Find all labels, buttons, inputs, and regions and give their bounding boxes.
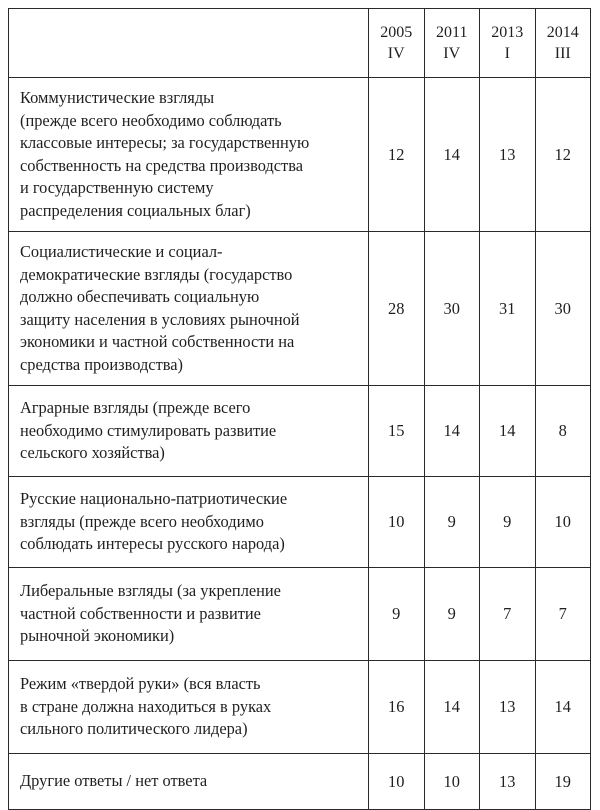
header-period-2011-iv <box>424 9 480 78</box>
row-label-line: сильного политического лидера) <box>20 719 248 739</box>
row-label-line: классовые интересы; за государственную <box>20 133 310 152</box>
row-label-line: средства производства) <box>20 354 183 374</box>
value-cell: 13 <box>480 754 536 810</box>
row-label-line: Другие ответы / нет ответа <box>20 771 208 791</box>
row-label-line: собственность на средства производства <box>20 155 304 175</box>
row-label-line: частной собственности и развитие <box>20 603 261 623</box>
table-row <box>9 78 591 232</box>
row-label-line: Социалистические и социал- <box>20 242 223 261</box>
row-label-line: Либеральные взгляды (за укрепление <box>20 581 281 601</box>
period-quarter: IV <box>387 45 405 62</box>
value-cell: 12 <box>369 78 425 232</box>
value-cell: 12 <box>535 78 591 232</box>
value-cell: 30 <box>424 232 480 386</box>
value-cell: 10 <box>369 754 425 810</box>
value-cell: 7 <box>480 568 536 661</box>
value-cell: 10 <box>424 754 480 810</box>
table-row <box>9 661 591 754</box>
table-row <box>9 386 591 477</box>
row-label-line: распределения социальных благ) <box>20 200 251 220</box>
value-cell: 14 <box>424 661 480 754</box>
row-label-line: экономики и частной собственности на <box>20 332 295 351</box>
value-cell: 10 <box>369 477 425 568</box>
value-cell: 15 <box>369 386 425 477</box>
value-cell: 14 <box>424 78 480 232</box>
header-period-2005-iv <box>369 9 425 78</box>
row-label-line: должно обеспечивать социальную <box>20 287 260 306</box>
table-row <box>9 232 591 386</box>
row-label-cell <box>9 477 369 568</box>
period-year: 2011 <box>436 24 468 41</box>
table-body <box>9 9 591 810</box>
period-year: 2013 <box>491 24 524 41</box>
value-cell: 9 <box>424 568 480 661</box>
row-label-line: демократические взгляды (государство <box>20 264 293 284</box>
header-corner-cell <box>9 9 369 78</box>
row-label-line: Русские национально-патриотические <box>20 489 288 509</box>
table-row <box>9 477 591 568</box>
value-cell: 28 <box>369 232 425 386</box>
row-label-line: рыночной экономики) <box>20 626 175 646</box>
value-cell: 19 <box>535 754 591 810</box>
header-row <box>9 9 591 78</box>
row-label-line: Режим «твердой руки» (вся власть <box>20 674 261 694</box>
row-label-line: защиту населения в условиях рыночной <box>20 309 300 329</box>
row-label-line: соблюдать интересы русского народа) <box>20 534 285 554</box>
row-label-cell <box>9 232 369 386</box>
period-quarter: III <box>554 45 571 62</box>
table-row <box>9 754 591 810</box>
period-year: 2014 <box>546 24 579 41</box>
row-label-cell <box>9 754 369 810</box>
row-label-line: Аграрные взгляды (прежде всего <box>20 398 251 418</box>
period-year: 2005 <box>380 24 413 41</box>
row-label-cell <box>9 568 369 661</box>
row-label-cell <box>9 78 369 232</box>
value-cell: 13 <box>480 661 536 754</box>
header-period-2014-iii <box>535 9 591 78</box>
row-label-line: и государственную систему <box>20 178 214 197</box>
value-cell: 30 <box>535 232 591 386</box>
row-label-cell <box>9 661 369 754</box>
value-cell: 9 <box>480 477 536 568</box>
value-cell: 13 <box>480 78 536 232</box>
value-cell: 10 <box>535 477 591 568</box>
row-label-line: необходимо стимулировать развитие <box>20 420 277 440</box>
value-cell: 7 <box>535 568 591 661</box>
value-cell: 14 <box>535 661 591 754</box>
row-label-line: в стране должна находиться в руках <box>20 696 272 716</box>
value-cell: 16 <box>369 661 425 754</box>
row-label-cell <box>9 386 369 477</box>
row-label-line: взгляды (прежде всего необходимо <box>20 511 264 531</box>
period-quarter: I <box>504 45 510 62</box>
row-label-line: сельского хозяйства) <box>20 443 165 463</box>
row-label-line: (прежде всего необходимо соблюдать <box>20 110 282 130</box>
table-row <box>9 568 591 661</box>
value-cell: 9 <box>424 477 480 568</box>
value-cell: 8 <box>535 386 591 477</box>
value-cell: 9 <box>369 568 425 661</box>
value-cell: 31 <box>480 232 536 386</box>
period-quarter: IV <box>443 45 461 62</box>
value-cell: 14 <box>480 386 536 477</box>
row-label-line: Коммунистические взгляды <box>20 88 215 107</box>
value-cell: 14 <box>424 386 480 477</box>
header-period-2013-i <box>480 9 536 78</box>
survey-table <box>8 8 591 810</box>
